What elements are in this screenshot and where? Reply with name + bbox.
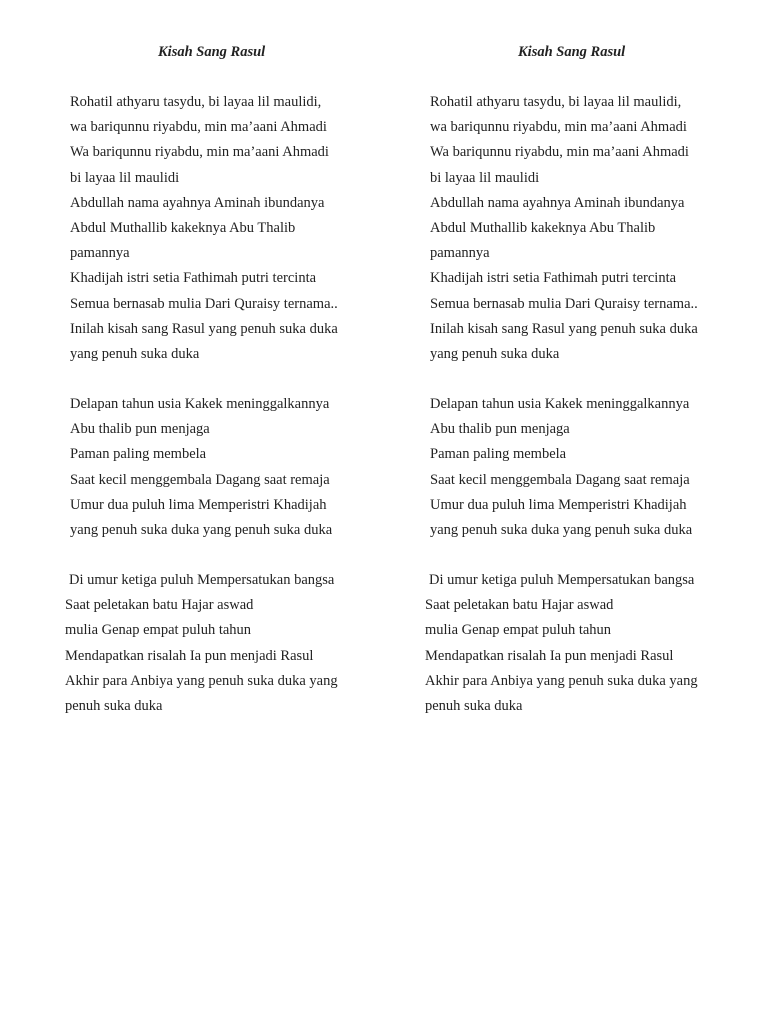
lyric-line: Semua bernasab mulia Dari Quraisy ternama.. [430, 295, 698, 312]
lyric-line: yang penuh suka duka yang penuh suka duka [70, 521, 333, 538]
lyric-line: Abu thalib pun menjaga [430, 421, 570, 438]
stanza-1 [360, 90, 720, 367]
lyric-line: Khadijah istri setia Fathimah putri tercinta [70, 270, 317, 287]
lyric-line: Abu thalib pun menjaga [70, 421, 210, 438]
lyric-line: Semua bernasab mulia Dari Quraisy ternama.. [70, 295, 338, 312]
lyric-line: Paman paling membela [70, 446, 207, 463]
lyric-line: Inilah kisah sang Rasul yang penuh suka duka [70, 320, 338, 337]
lyric-line: Paman paling membela [430, 446, 567, 463]
stanza-3 [0, 568, 360, 719]
song-title: Kisah Sang Rasul [158, 44, 266, 60]
stanza-1 [0, 90, 360, 367]
lyric-line: yang penuh suka duka [430, 345, 560, 362]
lyric-line: Saat kecil menggembala Dagang saat remaja [70, 471, 330, 488]
lyric-line: pamannya [70, 245, 130, 262]
lyric-line: Rohatil athyaru tasydu, bi layaa lil maulidi, [70, 94, 322, 110]
lyric-line: wa bariqunnu riyabdu, min ma’aani Ahmadi [430, 119, 687, 136]
lyric-line: penuh suka duka [65, 697, 163, 714]
lyric-line: Di umur ketiga puluh Mempersatukan bangsa [69, 572, 335, 588]
lyric-line: mulia Genap empat puluh tahun [65, 622, 252, 639]
lyric-line: yang penuh suka duka yang penuh suka duka [430, 521, 693, 538]
lyric-line: Abdullah nama ayahnya Aminah ibundanya [70, 194, 325, 211]
lyric-line: Di umur ketiga puluh Mempersatukan bangsa [429, 572, 695, 588]
lyric-line: Inilah kisah sang Rasul yang penuh suka duka [430, 320, 698, 337]
lyric-line: Delapan tahun usia Kakek meninggalkannya [430, 396, 690, 412]
stanza-3 [360, 568, 720, 719]
lyric-line: Delapan tahun usia Kakek meninggalkannya [70, 396, 330, 412]
lyric-line: bi layaa lil maulidi [430, 169, 540, 186]
lyric-line: Abdul Muthallib kakeknya Abu Thalib [430, 219, 656, 236]
lyric-line: Abdullah nama ayahnya Aminah ibundanya [430, 194, 685, 211]
lyric-line: mulia Genap empat puluh tahun [425, 622, 612, 639]
lyric-line: Saat peletakan batu Hajar aswad [65, 597, 254, 614]
lyric-line: Mendapatkan risalah Ia pun menjadi Rasul [65, 647, 314, 664]
lyric-line: Abdul Muthallib kakeknya Abu Thalib [70, 219, 296, 236]
lyric-line: penuh suka duka [425, 697, 523, 714]
lyric-line: Saat kecil menggembala Dagang saat remaja [430, 471, 690, 488]
stanza-2 [360, 392, 720, 543]
stanza-2 [0, 392, 360, 543]
lyric-line: Wa bariqunnu riyabdu, min ma’aani Ahmadi [430, 144, 689, 161]
lyric-line: pamannya [430, 245, 490, 262]
lyric-line: yang penuh suka duka [70, 345, 200, 362]
lyric-line: Umur dua puluh lima Memperistri Khadijah [70, 496, 327, 513]
lyric-line: Rohatil athyaru tasydu, bi layaa lil maulidi, [430, 94, 682, 110]
lyric-line: Akhir para Anbiya yang penuh suka duka yang [65, 672, 338, 689]
lyric-line: Wa bariqunnu riyabdu, min ma’aani Ahmadi [70, 144, 329, 161]
lyric-line: Akhir para Anbiya yang penuh suka duka yang [425, 672, 698, 689]
song-title: Kisah Sang Rasul [518, 44, 626, 60]
lyric-line: Saat peletakan batu Hajar aswad [425, 597, 614, 614]
lyric-line: Mendapatkan risalah Ia pun menjadi Rasul [425, 647, 674, 664]
lyric-line: wa bariqunnu riyabdu, min ma’aani Ahmadi [70, 119, 327, 136]
lyric-line: Umur dua puluh lima Memperistri Khadijah [430, 496, 687, 513]
lyric-line: Khadijah istri setia Fathimah putri tercinta [430, 270, 677, 287]
lyric-line: bi layaa lil maulidi [70, 169, 180, 186]
